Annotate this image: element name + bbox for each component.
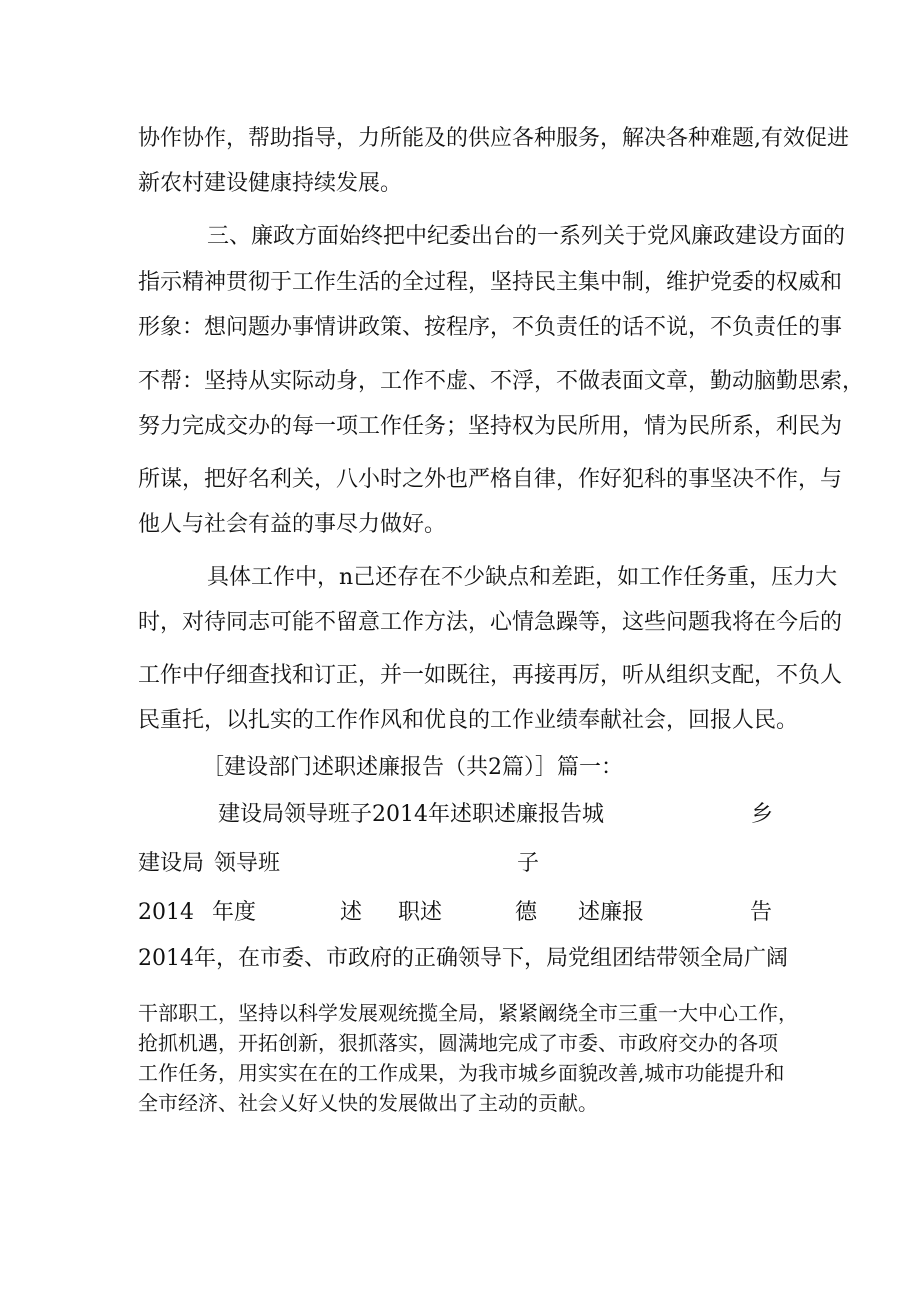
doc-title-fragment: 领导班	[214, 851, 281, 876]
doc-title-fragment: 乡	[751, 802, 774, 827]
doc-title-fragment: 告	[750, 900, 773, 925]
paragraph-line: 三、廉政方面始终把中纪委出台的一系列关于党风廉政建设方面的	[207, 224, 846, 249]
doc-title-fragment: 子	[517, 851, 540, 876]
paragraph-line: 时，对待同志可能不留意工作方法，心情急躁等，这些问题我将在今后的	[138, 610, 843, 635]
paragraph-line: 民重托，以扎实的工作作风和优良的工作业绩奉献社会，回报人民。	[138, 708, 799, 733]
paragraph-line: 具体工作中，n己还存在不少缺点和差距，如工作任务重，压力大	[207, 565, 838, 590]
doc-title-fragment: 述	[340, 900, 363, 925]
paragraph-line: 协作协作，帮助指导，力所能及的供应各种服务，解决各种难题,有效促进	[138, 126, 849, 151]
section-heading: ［建设部门述职述廉报告（共2篇）］篇一：	[202, 755, 623, 780]
doc-title-fragment: 建设局领导班子2014年述职述廉报告城	[218, 802, 604, 827]
paragraph-line: 新农村建设健康持续发展。	[138, 171, 403, 196]
doc-title-fragment: 述廉报	[578, 900, 645, 925]
doc-title-fragment: 年度	[212, 900, 257, 925]
paragraph-line: 全市经济、社会乂好乂快的发展做出了主动的贡献。	[138, 1091, 598, 1115]
doc-title-fragment: 德	[515, 900, 538, 925]
doc-title-fragment: 建设局	[138, 851, 205, 876]
paragraph-line: 2014年，在市委、市政府的正确领导下，局党组团结带领全局广阔	[138, 946, 788, 971]
paragraph-line: 工作任务，用实实在在的工作成果，为我市城乡面貌改善,城市功能提升和	[138, 1061, 785, 1085]
paragraph-line: 他人与社会有益的事尽力做好。	[138, 512, 447, 537]
paragraph-line: 指示精神贯彻于工作生活的全过程，坚持民主集中制，维护党委的权威和	[138, 270, 843, 295]
paragraph-line: 努力完成交办的每一项工作任务；坚持权为民所用，情为民所系，利民为	[138, 414, 843, 439]
paragraph-line: 干部职工，坚持以科学发展观统揽全局，紧紧阚绕全市三重一大中心工作，	[138, 1001, 798, 1025]
paragraph-line: 抢抓机遇，开拓创新，狠抓落实，圆满地完成了市委、市政府交办的各项	[138, 1031, 778, 1055]
paragraph-line: 形象：想问题办事情讲政策、按程序，不负责任的话不说，不负责任的事	[138, 315, 843, 340]
paragraph-line: 不帮：坚持从实际动身，工作不虚、不浮，不做表面文章，勤动脑勤思索，	[138, 369, 865, 394]
paragraph-line: 所谋，把好名利关，八小时之外也严格自律，作好犯科的事坚决不作，与	[138, 467, 843, 492]
doc-title-fragment: 2014	[138, 900, 194, 925]
paragraph-line: 工作中仔细查找和订正，并一如既往，再接再厉，听从组织支配，不负人	[138, 663, 843, 688]
doc-title-fragment: 职述	[398, 900, 443, 925]
